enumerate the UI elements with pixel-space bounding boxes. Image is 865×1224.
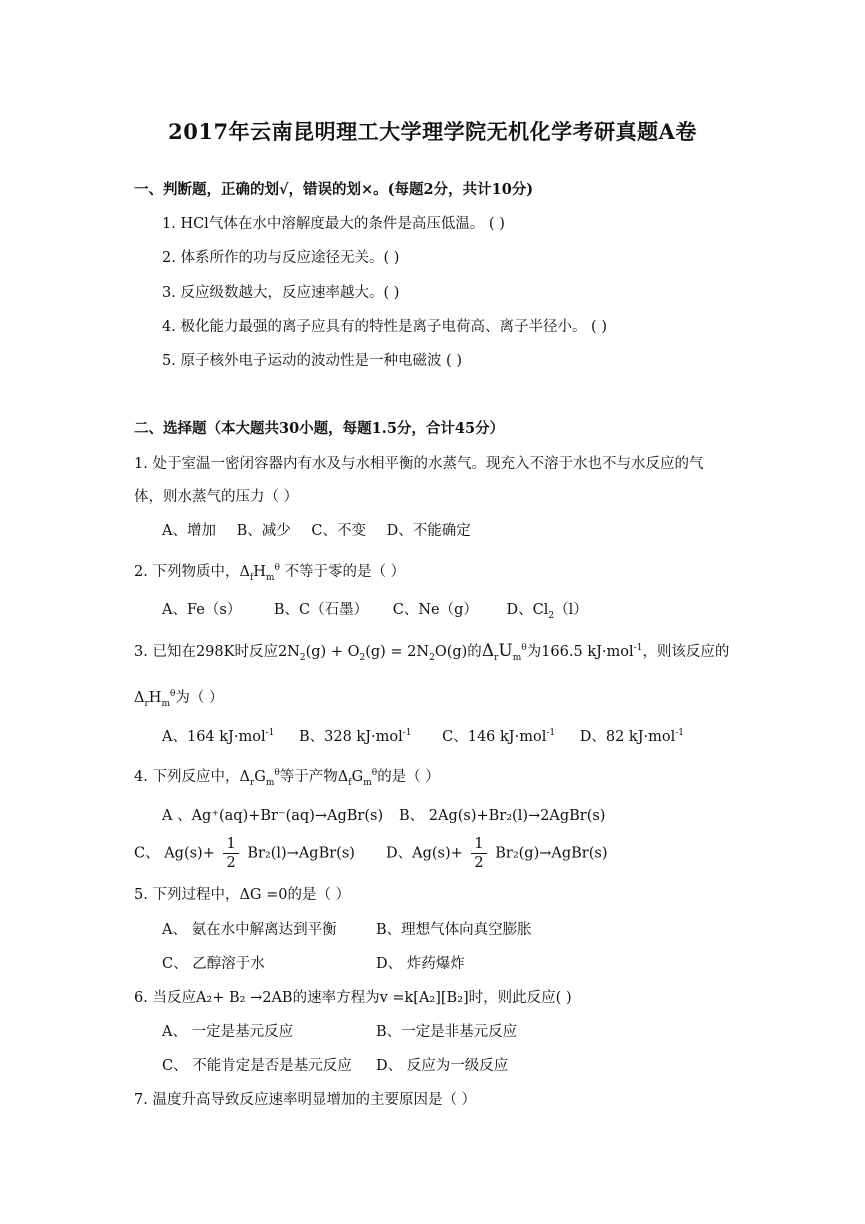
- option-a: A、164 kJ·mol$^{-1}$: [162, 728, 275, 745]
- option-c: C、不变: [311, 523, 366, 539]
- page-title: 2017年云南昆明理工大学理学院无机化学考研真题A卷: [168, 119, 697, 144]
- option-b-label: B、328 kJ·mol: [298, 729, 403, 745]
- option-a: A、Fe（s）: [162, 602, 242, 618]
- fraction-numerator: 1: [223, 835, 238, 854]
- option-d-post: Br₂(g)→AgBr(s): [495, 845, 608, 862]
- question-7: 7. 温度升高导致反应速率明显增加的主要原因是（ ）: [134, 1092, 477, 1108]
- question-2-suffix: 不等于零的是（ ）: [284, 564, 406, 580]
- question-1-options: [162, 521, 471, 541]
- fraction-denominator: 2: [226, 855, 236, 871]
- fraction-numerator: 1: [471, 835, 486, 854]
- option-d: D、 反应为一级反应: [376, 1058, 509, 1074]
- option-c: C、 乙醇溶于水: [162, 956, 265, 972]
- fraction-half: [471, 835, 486, 872]
- question-3-options: [162, 727, 684, 747]
- question-2-prefix: 2. 下列物质中，Δ: [134, 564, 250, 580]
- option-c: [134, 835, 355, 872]
- option-d: D、 炸药爆炸: [376, 956, 465, 972]
- question-3-tail: 为166.5 kJ·mol: [526, 644, 634, 660]
- question-3-line1: 3. 已知在298K时反应$2N_2(g) + O_2(g) = 2N_2O(g)$的$\Delta_rU_m^\theta$为166.5 kJ·mol$^{-1}$，则该反应的: [134, 641, 730, 663]
- judge-item: 5. 原子核外电子运动的波动性是一种电磁波 ( ): [162, 353, 462, 369]
- option-a: A 、Ag⁺(aq)+Br⁻(aq)→AgBr(s): [162, 808, 384, 824]
- question-4-middle: 等于产物Δ: [279, 769, 349, 785]
- option-c: C、Ne（g）: [392, 602, 478, 618]
- question-1-line1: 1. 处于室温一密闭容器内有水及与水相平衡的水蒸气。现充入不溶于水也不与水反应的气: [134, 456, 704, 472]
- judge-item: 2. 体系所作的功与反应途径无关。( ): [162, 250, 400, 266]
- question-2-options: [162, 600, 588, 620]
- option-a: A、增加: [162, 523, 216, 539]
- option-d-label: D、Cl: [506, 602, 549, 618]
- judge-item: 4. 极化能力最强的离子应具有的特性是离子电荷高、离子半径小。 ( ): [162, 319, 607, 335]
- option-c: C、146 kJ·mol$^{-1}$: [442, 728, 556, 745]
- judge-item: 3. 反应级数越大，反应速率越大。( ): [162, 285, 400, 301]
- question-1-line2: 体，则水蒸气的压力（ ）: [134, 489, 299, 505]
- option-b: B、C（石墨）: [273, 602, 369, 618]
- option-d: [386, 835, 608, 872]
- question-4-prefix: 4. 下列反应中，Δ: [134, 769, 250, 785]
- question-3-prefix: 3. 已知在298K时反应2N: [134, 644, 300, 660]
- option-b: B、 2Ag(s)+Br₂(l)→2AgBr(s): [399, 808, 606, 824]
- option-c-pre: C、 Ag(s)+: [134, 845, 215, 862]
- fraction-half: [223, 835, 238, 872]
- question-4-suffix: 的是（ ）: [377, 769, 440, 785]
- judge-item: 1. HCl气体在水中溶解度最大的条件是高压低温。 ( ): [162, 216, 505, 232]
- option-d-pre: D、Ag(s)+: [386, 845, 463, 862]
- question-3-line2-tail: 为（ ）: [175, 690, 224, 706]
- option-d-label: D、82 kJ·mol: [579, 729, 676, 745]
- option-b: B、328 kJ·mol$^{-1}$: [298, 728, 412, 745]
- option-b: B、一定是非基元反应: [376, 1024, 518, 1040]
- question-6: 6. 当反应A₂+ B₂ →2AB的速率方程为v =k[A₂][B₂]时，则此反应( ): [134, 990, 572, 1006]
- option-a: A、 一定是基元反应: [162, 1024, 294, 1040]
- option-c-post: Br₂(l)→AgBr(s): [247, 845, 355, 862]
- section1-heading: 一、判断题，正确的划√，错误的划×。(每题2分，共计10分): [134, 181, 534, 198]
- fraction-denominator: 2: [474, 855, 484, 871]
- question-5: 5. 下列过程中，ΔG =0的是（ ）: [134, 887, 351, 903]
- option-c: C、 不能肯定是否是基元反应: [162, 1058, 352, 1074]
- option-a: A、 氨在水中解离达到平衡: [162, 922, 337, 938]
- option-a-label: A、164 kJ·mol: [162, 729, 266, 745]
- question-3-end: ，则该反应的: [642, 644, 730, 660]
- option-d: D、$Cl_2(l)$: [506, 602, 588, 621]
- option-b: B、减少: [236, 523, 291, 539]
- section2-heading: 二、选择题（本大题共30小题，每题1.5分，合计45分）: [134, 420, 505, 437]
- question-4: 4. 下列反应中，$\Delta_rG_m^\theta$等于产物$\Delta_fG_m^\theta$的是（ ）: [134, 768, 440, 788]
- option-b: B、理想气体向真空膨胀: [376, 922, 532, 938]
- question-3-line2: $\Delta_rH_m^\theta$为（ ）: [134, 689, 224, 709]
- question-2: 2. 下列物质中，$\Delta_fH_m^\theta$ 不等于零的是（ ）: [134, 563, 406, 583]
- option-d: D、不能确定: [386, 523, 471, 539]
- option-c-label: C、146 kJ·mol: [442, 729, 547, 745]
- option-d: D、82 kJ·mol$^{-1}$: [579, 728, 685, 745]
- option-d-tail: （l）: [554, 602, 588, 618]
